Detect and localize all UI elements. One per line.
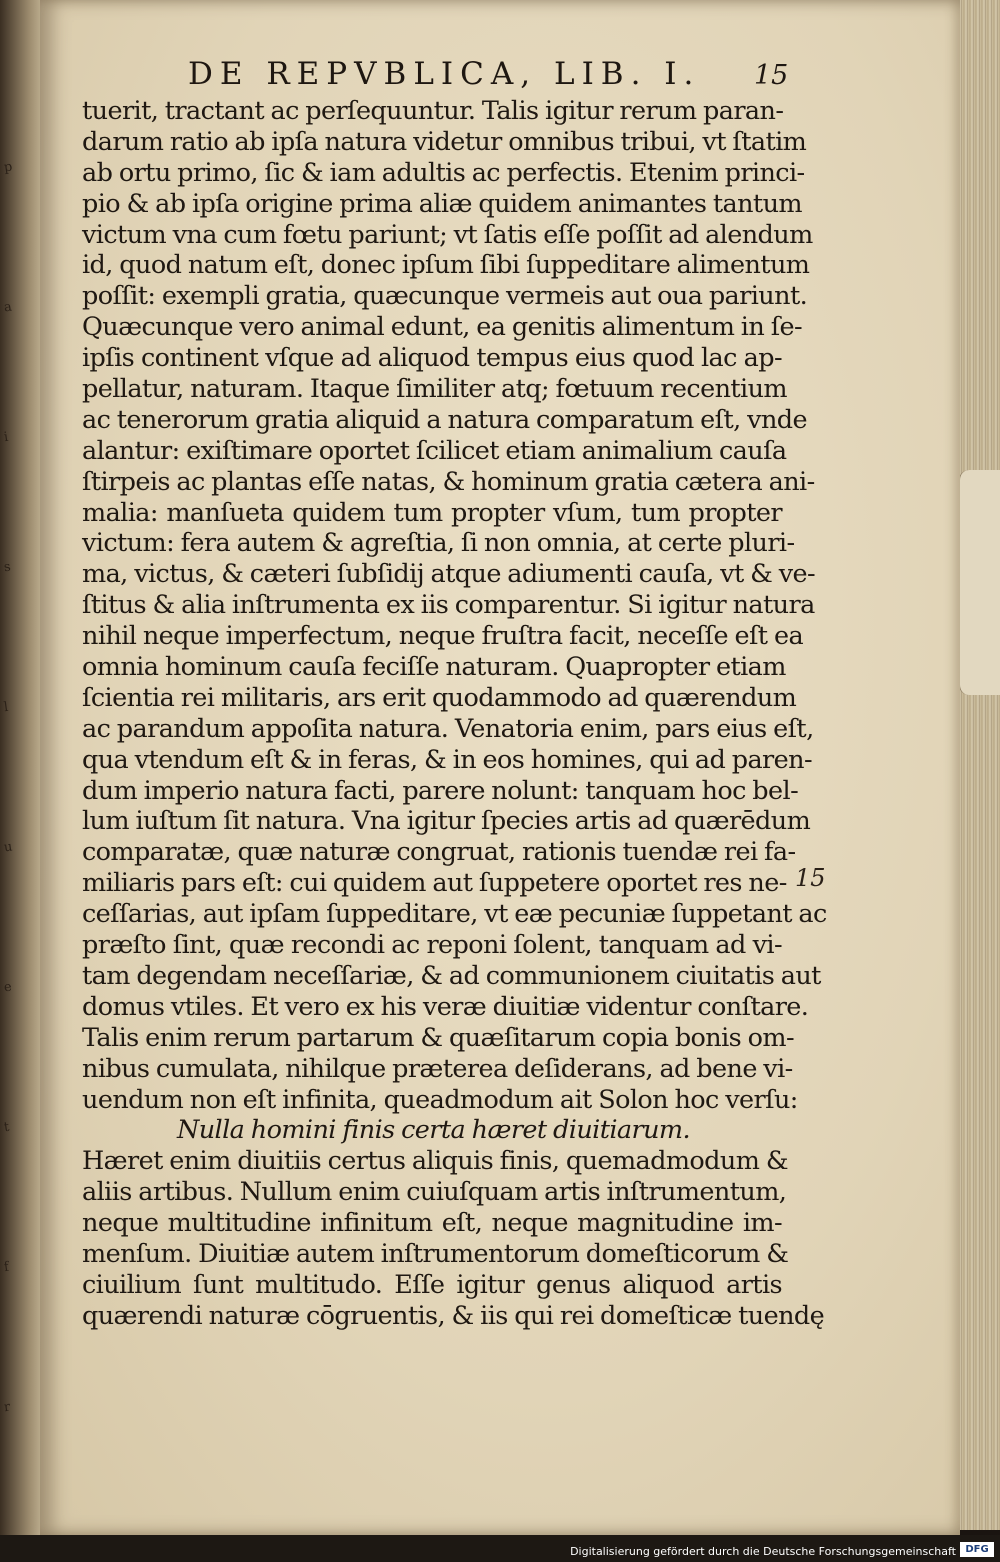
text-line: qua vtendum eſt & in feras, & in eos homines, qui ad paren- xyxy=(82,744,812,775)
dfg-logo: DFG xyxy=(960,1542,994,1557)
page-tab xyxy=(959,470,1000,695)
text-line: victum: fera autem & agreſtia, ſi non omnia, at certe pluri- xyxy=(82,528,795,559)
adjacent-page-fragment: p xyxy=(2,159,14,176)
adjacent-page-fragment: s xyxy=(2,559,12,576)
text-line: uendum non eſt infinita, queadmodum ait Solon hoc verſu: xyxy=(82,1084,798,1115)
text-line: præſto ſint, quæ recondi ac reponi ſolent, tanquam ad vi- xyxy=(82,930,782,961)
text-line: ſcientia rei militaris, ars erit quodammodo ad quærendum xyxy=(82,682,797,713)
text-line: nibus cumulata, nihilque præterea deſiderans, ad bene vi- xyxy=(82,1053,793,1084)
text-line: ceſſarias, aut ipſam ſuppeditare, vt eæ pecuniæ ſuppetant ac xyxy=(82,899,827,930)
text-line: miliaris pars eſt: cui quidem aut ſuppetere oportet res ne- xyxy=(82,868,787,899)
text-line: poſſit: exempli gratia, quæcunque vermeis aut oua pariunt. xyxy=(82,281,808,312)
text-line: ab ortu primo, ſic & iam adultis ac perfectis. Etenim princi- xyxy=(82,157,805,188)
adjacent-page-fragment: t xyxy=(2,1119,11,1136)
adjacent-page-fragment: f xyxy=(2,1259,10,1276)
digitization-credit: Digitalisierung gefördert durch die Deutsche Forschungsgemeinschaft xyxy=(570,1545,956,1558)
folio-number: 15 xyxy=(754,60,789,91)
text-line: pellatur, naturam. Itaque ſimiliter atq; fœtuum recentium xyxy=(82,374,788,405)
text-line: ac parandum appoſita natura. Venatoria enim, pars eius eſt, xyxy=(82,713,814,744)
adjacent-page-fragment: e xyxy=(2,979,13,996)
adjacent-page-fragment: u xyxy=(2,839,14,856)
text-line: aliis artibus. Nullum enim cuiuſquam artis inſtrumentum, xyxy=(82,1177,787,1208)
text-line: ſtirpeis ac plantas eſſe natas, & hominum gratia cætera ani- xyxy=(82,466,815,497)
verse-quotation: Nulla homini finis certa hæret diuitiarum. xyxy=(177,1115,691,1146)
text-line: omnia hominum cauſa feciſſe naturam. Quapropter etiam xyxy=(82,652,786,683)
text-line: victum vna cum fœtu pariunt; vt ſatis eſſe poſſit ad alendum xyxy=(82,219,813,250)
text-line: ac tenerorum gratia aliquid a natura comparatum eſt, vnde xyxy=(82,404,807,435)
text-line: nihil neque imperfectum, neque fruſtra facit, neceſſe eſt ea xyxy=(82,621,804,652)
adjacent-page-fragment: l xyxy=(2,699,10,716)
text-line: Talis enim rerum partarum & quæſitarum copia bonis om- xyxy=(82,1022,795,1053)
text-line: menſum. Diuitiæ autem inſtrumentorum domeſticorum & xyxy=(82,1238,789,1269)
page-stack-edge xyxy=(956,0,1000,1530)
text-line: lum iuſtum ſit natura. Vna igitur ſpecies artis ad quærēdum xyxy=(82,806,811,837)
text-line: tuerit, tractant ac perſequuntur. Talis igitur rerum paran- xyxy=(82,96,784,126)
adjacent-page-fragment: i xyxy=(2,429,10,446)
text-line: domus vtiles. Et vero ex his veræ diuitiæ videntur conſtare. xyxy=(82,991,809,1022)
text-line: neque multitudine infinitum eſt, neque magnitudine im- xyxy=(82,1208,782,1239)
text-line: Quæcunque vero animal edunt, ea genitis alimentum in ſe- xyxy=(82,312,803,343)
text-line: ciuilium ſunt multitudo. Eſſe igitur genus aliquod artis xyxy=(82,1269,782,1300)
text-line: tam degendam neceſſariæ, & ad communionem ciuitatis aut xyxy=(82,960,821,991)
adjacent-page-fragment: a xyxy=(2,299,13,316)
text-line: ma, victus, & cæteri ſubſidij atque adiumenti cauſa, vt & ve- xyxy=(82,559,816,590)
text-line: Hæret enim diuitiis certus aliquis finis, quemadmodum & xyxy=(82,1146,788,1177)
text-line: quærendi naturæ cōgruentis, & iis qui rei domeſticæ tuendę xyxy=(82,1300,825,1331)
text-line: alantur: exiſtimare oportet ſcilicet etiam animalium cauſa xyxy=(82,435,787,466)
text-line: darum ratio ab ipſa natura videtur omnibus tribui, vt ſtatim xyxy=(82,126,807,157)
text-line: id, quod natum eſt, donec ipſum ſibi ſuppeditare alimentum xyxy=(82,250,810,281)
margin-note: 15 xyxy=(795,864,826,892)
text-line: comparatæ, quæ naturæ congruat, rationis tuendæ rei fa- xyxy=(82,837,796,868)
running-title: DE REPVBLICA, LIB. I. xyxy=(188,56,701,92)
text-line: ſtitus & alia inſtrumenta ex iis comparentur. Si igitur natura xyxy=(82,590,815,621)
text-line: dum imperio natura facti, parere nolunt: tanquam hoc bel- xyxy=(82,775,799,806)
text-line: ipſis continent vſque ad aliquod tempus eius quod lac ap- xyxy=(82,343,782,374)
text-line: malia: manſueta quidem tum propter vſum, tum propter xyxy=(82,497,782,528)
text-line: pio & ab ipſa origine prima aliæ quidem animantes tantum xyxy=(82,188,802,219)
adjacent-page-fragment: r xyxy=(2,1399,12,1416)
